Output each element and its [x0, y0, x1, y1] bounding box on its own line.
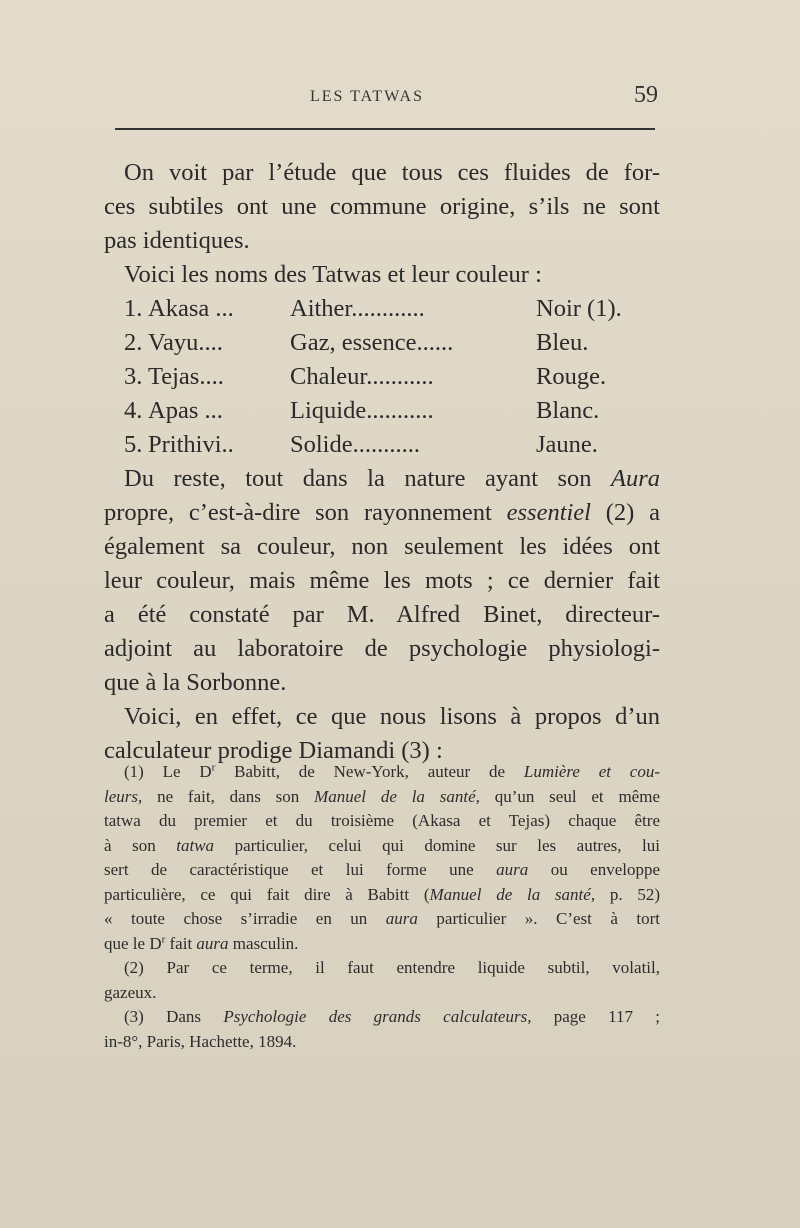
tatwa-name: Vayu....: [148, 329, 223, 356]
tatwa-row: [104, 360, 660, 394]
tatwa-number: 1.: [124, 295, 143, 322]
tatwa-color: Bleu.: [536, 329, 589, 356]
emphasis: essentiel: [506, 499, 591, 526]
footnote-line: in-8°, Paris, Hachette, 1894.: [104, 1031, 297, 1051]
tatwa-color: Noir (1).: [536, 295, 622, 322]
tatwa-color: Jaune.: [536, 431, 598, 458]
tatwa-color: Rouge.: [536, 363, 607, 390]
footnote-line: particulière, ce qui fait dire à Babitt (Manuel de la santé, p. 52): [104, 884, 660, 904]
footnote-line: à son tatwa particulier, celui qui domine sur les autres, lui: [104, 835, 660, 855]
tatwa-number: 2.: [124, 329, 143, 356]
footnote-line: tatwa du premier et du troisième (Akasa et Tejas) chaque être: [104, 811, 660, 830]
tatwa-name: Prithivi..: [148, 431, 234, 458]
footnote-line: (2) Par ce terme, il faut entendre liquide subtil, volatil,: [124, 958, 660, 977]
header-rule: [115, 128, 655, 130]
tatwa-row: [104, 292, 660, 326]
body-line: Voici, en effet, ce que nous lisons à propos d’un: [124, 703, 660, 730]
body-line: adjoint au laboratoire de psychologie physiologi-: [104, 635, 660, 662]
footnote-line: leurs, ne fait, dans son Manuel de la santé, qu’un seul et même: [104, 786, 660, 806]
body-line: On voit par l’étude que tous ces fluides de for-: [124, 159, 660, 186]
tatwa-row: [104, 394, 660, 428]
tatwa-element: Liquide...........: [290, 397, 434, 424]
tatwa-row: [104, 428, 660, 462]
tatwa-element: Aither............: [290, 295, 425, 322]
body-line: ces subtiles ont une commune origine, s’ils ne sont: [104, 193, 660, 220]
body-line: également sa couleur, non seulement les idées ont: [104, 533, 660, 560]
tatwa-row: [104, 326, 660, 360]
body-line: calculateur prodige Diamandi (3) :: [104, 737, 443, 764]
body-line: a été constaté par M. Alfred Binet, directeur-: [104, 601, 660, 628]
footnote-line: « toute chose s’irradie en un aura particulier ». C’est à tort: [104, 909, 660, 928]
footnote-line: sert de caractéristique et lui forme une aura ou enveloppe: [104, 860, 661, 879]
footnote-line: gazeux.: [104, 982, 157, 1002]
body-line: pas identiques.: [104, 227, 250, 254]
emphasis: Aura: [611, 465, 660, 492]
body-line: leur couleur, mais même les mots ; ce dernier fait: [104, 567, 660, 594]
body-line: Du reste, tout dans la nature ayant son Aura: [124, 465, 660, 492]
body-line: que à la Sorbonne.: [104, 669, 287, 696]
tatwa-color: Blanc.: [536, 397, 600, 424]
tatwa-number: 3.: [124, 363, 143, 390]
tatwa-number: 4.: [124, 397, 143, 424]
tatwa-element: Chaleur...........: [290, 363, 434, 390]
footnote-line: que le $D^r$ fait aura masculin.: [104, 932, 299, 953]
tatwa-name: Akasa ...: [148, 295, 234, 322]
footnotes: [104, 760, 660, 1054]
running-head: [110, 80, 658, 110]
tatwa-name: Tejas....: [148, 363, 224, 390]
tatwa-number: 5.: [124, 431, 143, 458]
tatwa-element: Solide...........: [290, 431, 420, 458]
running-title: LES TATWAS: [310, 88, 424, 105]
page-number: 59: [634, 82, 658, 108]
footnote-line: (3) Dans Psychologie des grands calculateurs, page 117 ;: [124, 1007, 661, 1026]
tatwa-element: Gaz, essence......: [290, 329, 454, 356]
body-text: [104, 156, 660, 768]
footnote-line: (1) Le $D^r$ Babitt, de New-York, auteur de Lumière et cou-: [124, 761, 660, 781]
tatwa-name: Apas ...: [148, 397, 223, 424]
body-line: Voici les noms des Tatwas et leur couleur :: [124, 261, 542, 288]
body-line: propre, c’est-à-dire son rayonnement essentiel (2) a: [104, 499, 660, 526]
